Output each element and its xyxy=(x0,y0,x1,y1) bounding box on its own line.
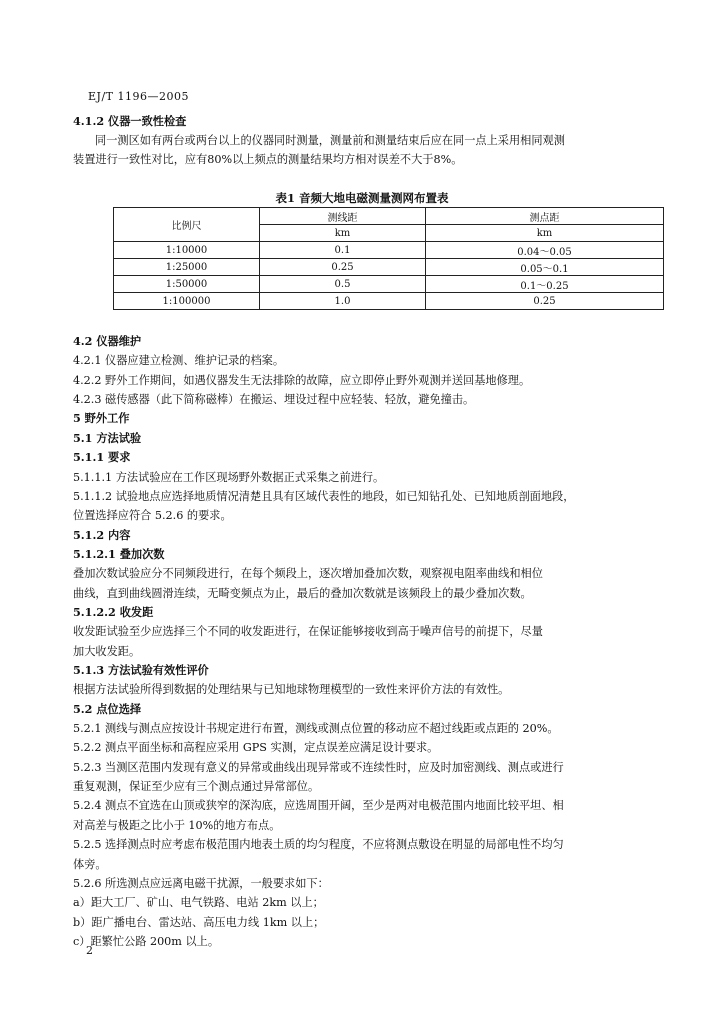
paragraph-line: b）距广播电台、雷达站、高压电力线 1km 以上； xyxy=(73,915,325,929)
paragraph-line: 叠加次数试验应分不同频段进行，在每个频段上，逐次增加叠加次数，观察视电阻率曲线和相位 xyxy=(73,567,543,581)
table-cell-scale: 1:25000 xyxy=(114,259,260,276)
paragraph-line: 5.1.1.2 试验地点应选择地质情况清楚且具有区域代表性的地段，如已知钻孔处、已知地质剖面地段， xyxy=(73,489,575,503)
paragraph-line: 重复观测，保证至少应有三个测点通过异常部位。 xyxy=(73,780,320,793)
section-heading: 5.1.1 要求 xyxy=(73,450,131,465)
paragraph-line: c）距繁忙公路 200m 以上。 xyxy=(73,934,220,948)
paragraph-line: 同一测区如有两台或两台以上的仪器同时测量，测量前和测量结束后应在同一点上采用相同观测 xyxy=(95,134,565,147)
section-heading: 5.2 点位选择 xyxy=(73,701,142,716)
table-cell-scale: 1:10000 xyxy=(114,242,260,259)
table-cell-line: 0.1 xyxy=(260,242,426,259)
section-heading: 5.1.2 内容 xyxy=(73,527,131,542)
paragraph-line: 5.2.4 测点不宜选在山顶或狭窄的深沟底，应选周围开阔，至少是两对电极范围内地面比较平坦、相 xyxy=(73,799,564,813)
survey-grid-table xyxy=(113,207,664,310)
table-cell-line: 0.25 xyxy=(260,259,426,276)
table-header-line-spacing: 测线距 xyxy=(260,208,426,225)
section-heading: 4.2 仪器维护 xyxy=(73,334,142,348)
table-cell-line: 0.5 xyxy=(260,276,426,293)
paragraph-line: 曲线，直到曲线圆滑连续，无畸变频点为止，最后的叠加次数就是该频段上的最少叠加次数。 xyxy=(73,586,532,600)
paragraph-line: 根据方法试验所得到数据的处理结果与已知地球物理模型的一致性来评价方法的有效性。 xyxy=(73,683,510,697)
page-number: 2 xyxy=(86,944,93,957)
paragraph-line: 5.2.2 测点平面坐标和高程应采用 GPS 实测，定点误差应满足设计要求。 xyxy=(73,741,439,755)
paragraph-line: 对高差与极距之比小于 10%的地方布点。 xyxy=(73,818,281,832)
paragraph-line: 4.2.1 仪器应建立检测、维护记录的档案。 xyxy=(73,354,285,368)
section-heading: 5.1.2.2 收发距 xyxy=(73,604,154,619)
paragraph-line: 5.2.3 当测区范围内发现有意义的异常或曲线出现异常或不连续性时，应及时加密测线、测点或进行 xyxy=(73,760,564,774)
section-heading: 5.1 方法试验 xyxy=(73,430,142,445)
table-cell-line: 1.0 xyxy=(260,293,426,310)
document-header: EJ/T 1196—2005 xyxy=(88,90,189,103)
paragraph-line: 装置进行一致性对比，应有80%以上频点的测量结果均方相对误差不大于8%。 xyxy=(73,153,463,166)
paragraph-line: 加大收发距。 xyxy=(73,644,141,658)
paragraph-line: 4.2.3 磁传感器（此下简称磁棒）在搬运、埋设过程中应轻装、轻放，避免撞击。 xyxy=(73,393,475,407)
table-row xyxy=(114,259,664,276)
paragraph-line: 5.2.6 所选测点应远离电磁干扰源，一般要求如下： xyxy=(73,876,329,890)
table-header-point-spacing: 测点距 xyxy=(426,208,664,225)
table-header-unit: km xyxy=(260,225,426,242)
paragraph-line: 收发距试验至少应选择三个不同的收发距进行，在保证能够接收到高于噪声信号的前提下，尽量 xyxy=(73,625,543,639)
section-4-1-2-heading: 4.1.2 仪器一致性检查 xyxy=(73,114,187,128)
section-heading: 5.1.2.1 叠加次数 xyxy=(73,546,165,561)
table-row xyxy=(114,242,664,259)
paragraph-line: 4.2.2 野外工作期间，如遇仪器发生无法排除的故障，应立即停止野外观测并送回基地修理。 xyxy=(73,373,531,387)
table-header-scale: 比例尺 xyxy=(114,208,260,242)
table-cell-point: 0.04～0.05 xyxy=(426,242,664,259)
section-heading: 5 野外工作 xyxy=(73,411,130,426)
table-row xyxy=(114,293,664,310)
table-caption: 表1 音频大地电磁测量测网布置表 xyxy=(275,191,449,205)
table-cell-scale: 1:100000 xyxy=(114,293,260,310)
paragraph-line: 5.1.1.1 方法试验应在工作区现场野外数据正式采集之前进行。 xyxy=(73,470,385,484)
paragraph-line: 位置选择应符合 5.2.6 的要求。 xyxy=(73,509,232,523)
table-cell-scale: 1:50000 xyxy=(114,276,260,293)
table-header-unit: km xyxy=(426,225,664,242)
paragraph-line: 体旁。 xyxy=(73,857,107,871)
table-cell-point: 0.25 xyxy=(426,293,664,310)
section-heading: 5.1.3 方法试验有效性评价 xyxy=(73,663,209,677)
table-cell-point: 0.1～0.25 xyxy=(426,276,664,293)
paragraph-line: a）距大工厂、矿山、电气铁路、电站 2km 以上； xyxy=(73,896,324,910)
table-row xyxy=(114,276,664,293)
paragraph-line: 5.2.1 测线与测点应按设计书规定进行布置，测线或测点位置的移动应不超过线距或点距的 20%。 xyxy=(73,722,559,735)
table-cell-point: 0.05～0.1 xyxy=(426,259,664,276)
paragraph-line: 5.2.5 选择测点时应考虑布极范围内地表土质的均匀程度，不应将测点敷设在明显的局部电性不均匀 xyxy=(73,838,564,852)
